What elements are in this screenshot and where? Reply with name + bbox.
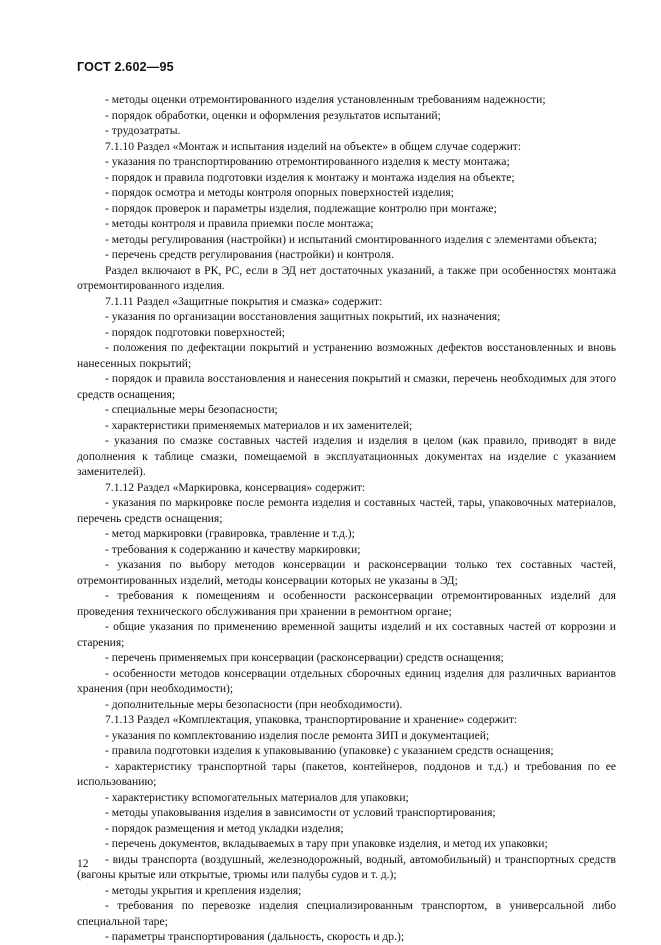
list-item: - методы укрытия и крепления изделия;	[105, 883, 302, 897]
list-item: - методы упаковывания изделия в зависимости от условий транспортирования;	[105, 806, 496, 819]
list-item: - перечень документов, вкладываемых в тару при упаковке изделия, и метод их упаковки;	[105, 837, 548, 850]
list-item: - указания по транспортированию отремонтированного изделия к месту монтажа;	[105, 155, 510, 168]
list-item: - порядок подготовки поверхностей;	[105, 325, 285, 339]
list-item: - характеристику транспортной тары (пакетов, контейнеров, поддонов и т.д.) и требования по ее использованию;	[77, 759, 616, 788]
list-item: - особенности методов консервации отдельных сборочных единиц изделия для различных вариантов хранения (при необходимости);	[77, 666, 616, 695]
list-item: - порядок осмотра и методы контроля опорных поверхностей изделия;	[105, 186, 454, 199]
list-item: - порядок проверок и параметры изделия, подлежащие контролю при монтаже;	[105, 201, 497, 215]
section-heading: 7.1.12 Раздел «Маркировка, консервация» содержит:	[105, 480, 366, 494]
document-header: ГОСТ 2.602—95	[77, 60, 174, 74]
document-body	[77, 92, 616, 945]
list-item: - положения по дефектации покрытий и устранению возможных дефектов восстановленных и вновь нанесенных покрытий;	[77, 341, 616, 370]
page-number: 12	[77, 858, 89, 870]
list-item: - указания по выбору методов консервации и расконсервации только тех составных частей, отремонтированных изделий, методы консервации которых не указаны в ЭД;	[77, 558, 616, 587]
list-item: - правила подготовки изделия к упаковыванию (упаковке) с указанием средств оснащения;	[105, 744, 554, 757]
list-item: - методы регулирования (настройки) и испытаний смонтированного изделия с элементами объекта;	[105, 232, 598, 246]
list-item: - метод маркировки (гравировка, травление и т.д.);	[105, 527, 355, 540]
list-item: - указания по организации восстановления защитных покрытий, их назначения;	[105, 310, 501, 323]
list-item: - виды транспорта (воздушный, железнодорожный, водный, автомобильный) и транспортных средств (вагоны крытые или открытые, трюмы или палубы судов и т. д.);	[77, 852, 616, 881]
list-item: - порядок обработки, оценки и оформления результатов испытаний;	[105, 108, 441, 122]
list-item: - общие указания по применению временной защиты изделий и их составных частей от коррозии и старения;	[77, 620, 616, 649]
section-heading: 7.1.11 Раздел «Защитные покрытия и смазка» содержит:	[105, 294, 383, 308]
list-item: - методы контроля и правила приемки после монтажа;	[105, 217, 374, 230]
list-item: - дополнительные меры безопасности (при необходимости).	[105, 697, 403, 711]
list-item: - специальные меры безопасности;	[105, 403, 278, 416]
section-heading: 7.1.10 Раздел «Монтаж и испытания изделий на объекте» в общем случае содержит:	[105, 139, 522, 153]
list-item: - указания по маркировке после ремонта изделия и составных частей, тары, упаковочных материалов, перечень средств оснащения;	[77, 496, 616, 525]
list-item: - указания по смазке составных частей изделия и изделия в целом (как правило, приводят в виде дополнения к таблице смазки, помещаемой в эксплуатационных документах на изделие с указанием заменителей).	[77, 434, 616, 478]
list-item: - перечень применяемых при консервации (расконсервации) средств оснащения;	[105, 651, 504, 664]
list-item: - требования к содержанию и качеству маркировки;	[105, 542, 361, 556]
list-item: - трудозатраты.	[105, 124, 181, 137]
body-paragraph: Раздел включают в РК, РС, если в ЭД нет достаточных указаний, а также при особенностях монтажа отремонтированного изделия.	[77, 263, 616, 292]
list-item: - порядок и правила восстановления и нанесения покрытий и смазки, перечень необходимых для этого средств оснащения;	[77, 372, 616, 401]
list-item: - указания по комплектованию изделия после ремонта ЗИП и документацией;	[105, 728, 490, 742]
section-heading: 7.1.13 Раздел «Комплектация, упаковка, транспортирование и хранение» содержит:	[105, 713, 518, 726]
list-item: - методы оценки отремонтированного изделия установленным требованиям надежности;	[105, 93, 546, 106]
list-item: - требования по перевозке изделия специализированным транспортом, в универсальной либо специальной таре;	[77, 899, 616, 928]
list-item: - перечень средств регулирования (настройки) и контроля.	[105, 248, 394, 261]
list-item: - характеристики применяемых материалов и их заменителей;	[105, 418, 413, 432]
list-item: - порядок и правила подготовки изделия к монтажу и монтажа изделия на объекте;	[105, 170, 515, 184]
list-item: - порядок размещения и метод укладки изделия;	[105, 821, 344, 835]
list-item: - характеристику вспомогательных материалов для упаковки;	[105, 790, 409, 804]
list-item: - требования к помещениям и особенности расконсервации отремонтированных изделий для проведения технического обслуживания при хранении в ремонтном органе;	[77, 589, 616, 618]
list-item: - параметры транспортирования (дальность, скорость и др.);	[105, 930, 405, 943]
